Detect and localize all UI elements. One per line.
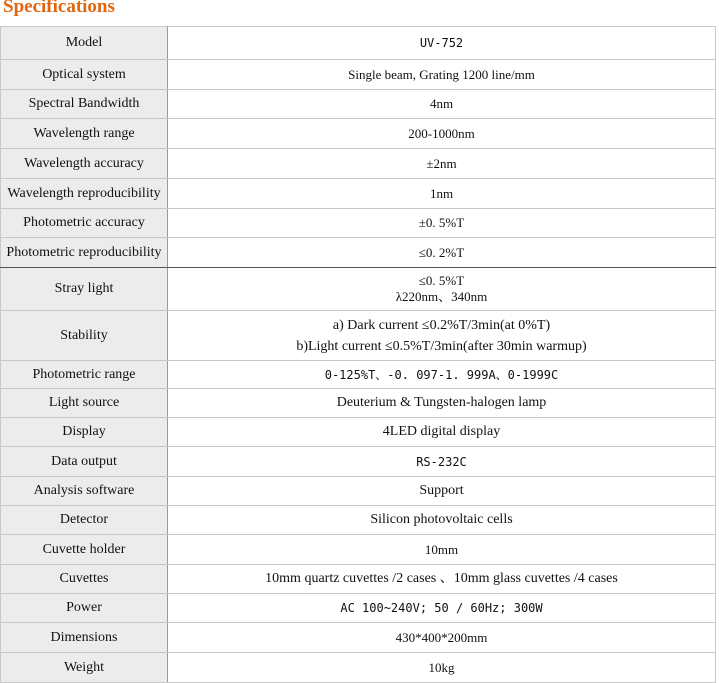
spec-row-cuvette-holder	[1, 535, 716, 565]
spec-value: Deuterium & Tungsten-halogen lamp	[168, 389, 716, 418]
spec-value	[168, 268, 716, 311]
spec-row-wavelength-reproducibility	[1, 179, 716, 209]
spec-row-detector	[1, 506, 716, 535]
spec-label: Light source	[1, 389, 168, 418]
spec-label: Spectral Bandwidth	[1, 90, 168, 119]
spec-row-wavelength-accuracy	[1, 149, 716, 179]
spec-row-stability	[1, 311, 716, 361]
spec-value: 10mm	[168, 535, 716, 565]
spec-value: 430*400*200mm	[168, 623, 716, 653]
spec-value-text: 0-125%T、-0. 097-1. 999A、0-1999C	[324, 367, 559, 382]
spec-label: Display	[1, 418, 168, 447]
spec-label: Photometric accuracy	[1, 209, 168, 238]
spec-row-photometric-accuracy	[1, 209, 716, 238]
spec-label: Cuvette holder	[1, 535, 168, 565]
spec-value	[168, 361, 716, 389]
specifications-table	[0, 26, 716, 683]
page-heading: Specifications	[3, 0, 115, 17]
spec-value: 4nm	[168, 90, 716, 119]
spec-row-photometric-range	[1, 361, 716, 389]
spec-value	[168, 311, 716, 361]
spec-value: ±2nm	[168, 149, 716, 179]
spec-label: Dimensions	[1, 623, 168, 653]
spec-label: Photometric range	[1, 361, 168, 389]
spec-value-text: UV-752	[419, 36, 464, 50]
spec-label: Wavelength range	[1, 119, 168, 149]
spec-row-analysis-software	[1, 477, 716, 506]
spec-value: 10mm quartz cuvettes /2 cases 、10mm glass cuvettes /4 cases	[168, 565, 716, 594]
spec-row-stray-light	[1, 268, 716, 311]
spec-value	[168, 447, 716, 477]
spec-value: Support	[168, 477, 716, 506]
spec-label: Data output	[1, 447, 168, 477]
spec-value-line: ≤0. 5%T	[418, 273, 465, 288]
spec-value-line: b)Light current ≤0.5%T/3min(after 30min warmup)	[296, 338, 587, 354]
spec-value	[168, 27, 716, 60]
spec-row-light-source	[1, 389, 716, 418]
spec-label: Detector	[1, 506, 168, 535]
spec-row-cuvettes	[1, 565, 716, 594]
spec-label: Stray light	[1, 268, 168, 311]
spec-row-wavelength-range	[1, 119, 716, 149]
spec-value	[168, 594, 716, 623]
spec-row-photometric-reproducibility	[1, 238, 716, 268]
spec-label: Cuvettes	[1, 565, 168, 594]
spec-label: Weight	[1, 653, 168, 683]
spec-row-display	[1, 418, 716, 447]
spec-label: Optical system	[1, 60, 168, 90]
spec-label: Wavelength reproducibility	[1, 179, 168, 209]
spec-value: 10kg	[168, 653, 716, 683]
spec-value-line: λ220nm、340nm	[395, 289, 488, 304]
spec-value-text: RS-232C	[416, 454, 467, 469]
spec-value: 1nm	[168, 179, 716, 209]
spec-value: Single beam, Grating 1200 line/mm	[168, 60, 716, 90]
spec-row-model	[1, 27, 716, 60]
spec-label: Wavelength accuracy	[1, 149, 168, 179]
spec-value-line: a) Dark current ≤0.2%T/3min(at 0%T)	[332, 317, 551, 333]
spec-label: Power	[1, 594, 168, 623]
spec-label: Model	[1, 27, 168, 60]
spec-row-weight	[1, 653, 716, 683]
spec-value: ±0. 5%T	[168, 209, 716, 238]
spec-row-optical-system	[1, 60, 716, 90]
spec-value: Silicon photovoltaic cells	[168, 506, 716, 535]
spec-label: Analysis software	[1, 477, 168, 506]
spec-value: 4LED digital display	[168, 418, 716, 447]
spec-label: Stability	[1, 311, 168, 361]
spec-row-spectral-bandwidth	[1, 90, 716, 119]
spec-value: 200-1000nm	[168, 119, 716, 149]
spec-value: ≤0. 2%T	[168, 238, 716, 268]
spec-row-dimensions	[1, 623, 716, 653]
spec-row-data-output	[1, 447, 716, 477]
spec-row-power	[1, 594, 716, 623]
spec-label: Photometric reproducibility	[1, 238, 168, 268]
spec-value-text: AC 100~240V; 50 / 60Hz; 300W	[340, 601, 543, 615]
